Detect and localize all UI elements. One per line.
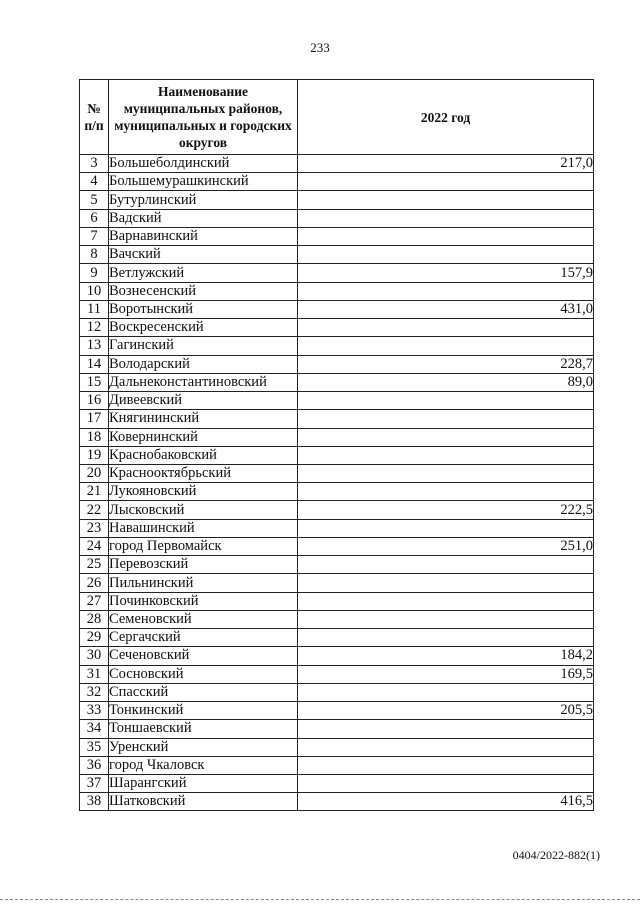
municipality-name: Семеновский [109, 610, 298, 628]
municipality-name: Вознесенский [109, 282, 298, 300]
municipality-name: Большемурашкинский [109, 173, 298, 191]
year-2022-value: 157,9 [298, 264, 594, 282]
row-number: 17 [80, 410, 109, 428]
year-2022-value [298, 610, 594, 628]
row-number: 37 [80, 774, 109, 792]
table-row [80, 319, 594, 337]
year-2022-value: 228,7 [298, 355, 594, 373]
row-number: 31 [80, 665, 109, 683]
row-number: 35 [80, 738, 109, 756]
table-row [80, 720, 594, 738]
table-row [80, 738, 594, 756]
municipality-name: Шарангский [109, 774, 298, 792]
year-2022-value [298, 337, 594, 355]
page-number: 233 [310, 40, 330, 55]
municipality-name: Пильнинский [109, 574, 298, 592]
year-2022-value [298, 464, 594, 482]
year-2022-value [298, 428, 594, 446]
table-header-row [80, 80, 594, 155]
row-number: 14 [80, 355, 109, 373]
municipality-name: Сеченовский [109, 647, 298, 665]
row-number: 21 [80, 483, 109, 501]
row-number: 8 [80, 246, 109, 264]
header-name: Наименование муниципальных районов, муниципальных и городских округов [109, 80, 298, 155]
municipality-name: Воскресенский [109, 319, 298, 337]
year-2022-value: 205,5 [298, 702, 594, 720]
municipality-name: Шатковский [109, 793, 298, 811]
year-2022-value [298, 592, 594, 610]
year-2022-value [298, 191, 594, 209]
row-number: 10 [80, 282, 109, 300]
table-row [80, 410, 594, 428]
document-code: 0404/2022-882(1) [512, 848, 600, 862]
year-2022-value [298, 410, 594, 428]
municipality-name: Бутурлинский [109, 191, 298, 209]
row-number: 30 [80, 647, 109, 665]
year-2022-value: 251,0 [298, 537, 594, 555]
municipality-name: Лукояновский [109, 483, 298, 501]
municipality-name: Вадский [109, 209, 298, 227]
year-2022-value: 416,5 [298, 793, 594, 811]
year-2022-value [298, 720, 594, 738]
table-row [80, 373, 594, 391]
municipality-name: Варнавинский [109, 227, 298, 245]
table-row [80, 665, 594, 683]
page-bottom-edge [0, 899, 640, 900]
municipality-name: Гагинский [109, 337, 298, 355]
row-number: 16 [80, 392, 109, 410]
row-number: 19 [80, 446, 109, 464]
row-number: 36 [80, 756, 109, 774]
municipality-name: Краснооктябрьский [109, 464, 298, 482]
year-2022-value [298, 756, 594, 774]
table-row [80, 774, 594, 792]
row-number: 18 [80, 428, 109, 446]
table-row [80, 556, 594, 574]
municipality-name: Спасский [109, 683, 298, 701]
municipality-name: Ветлужский [109, 264, 298, 282]
year-2022-value: 184,2 [298, 647, 594, 665]
municipality-name: город Чкаловск [109, 756, 298, 774]
year-2022-value: 222,5 [298, 501, 594, 519]
table-row [80, 282, 594, 300]
municipal-table [79, 79, 594, 811]
year-2022-value [298, 574, 594, 592]
row-number: 34 [80, 720, 109, 738]
municipality-name: Княгининский [109, 410, 298, 428]
table-row [80, 647, 594, 665]
municipality-name: Большеболдинский [109, 155, 298, 173]
municipality-name: Навашинский [109, 519, 298, 537]
year-2022-value [298, 227, 594, 245]
year-2022-value [298, 774, 594, 792]
municipality-name: Перевозский [109, 556, 298, 574]
row-number: 33 [80, 702, 109, 720]
row-number: 6 [80, 209, 109, 227]
year-2022-value [298, 319, 594, 337]
table-row [80, 501, 594, 519]
table-row [80, 428, 594, 446]
table-row [80, 702, 594, 720]
row-number: 3 [80, 155, 109, 173]
table-row [80, 483, 594, 501]
year-2022-value: 431,0 [298, 300, 594, 318]
table-row [80, 155, 594, 173]
row-number: 22 [80, 501, 109, 519]
row-number: 27 [80, 592, 109, 610]
table-row [80, 464, 594, 482]
year-2022-value: 217,0 [298, 155, 594, 173]
table-row [80, 629, 594, 647]
municipality-name: Сосновский [109, 665, 298, 683]
year-2022-value [298, 392, 594, 410]
row-number: 25 [80, 556, 109, 574]
year-2022-value [298, 446, 594, 464]
row-number: 15 [80, 373, 109, 391]
row-number: 23 [80, 519, 109, 537]
municipality-name: Володарский [109, 355, 298, 373]
year-2022-value [298, 209, 594, 227]
table-row [80, 446, 594, 464]
municipality-name: Починковский [109, 592, 298, 610]
municipality-name: Ковернинский [109, 428, 298, 446]
table-row [80, 683, 594, 701]
table-row [80, 537, 594, 555]
row-number: 11 [80, 300, 109, 318]
year-2022-value: 89,0 [298, 373, 594, 391]
table-row [80, 264, 594, 282]
table-row [80, 173, 594, 191]
row-number: 7 [80, 227, 109, 245]
row-number: 13 [80, 337, 109, 355]
table-row [80, 574, 594, 592]
table-row [80, 227, 594, 245]
row-number: 29 [80, 629, 109, 647]
row-number: 4 [80, 173, 109, 191]
table-row [80, 519, 594, 537]
municipality-name: Тоншаевский [109, 720, 298, 738]
year-2022-value [298, 282, 594, 300]
table-row [80, 355, 594, 373]
header-year: 2022 год [298, 80, 594, 155]
municipality-name: Уренский [109, 738, 298, 756]
year-2022-value [298, 519, 594, 537]
table-row [80, 756, 594, 774]
header-num: № п/п [80, 80, 109, 155]
row-number: 5 [80, 191, 109, 209]
row-number: 32 [80, 683, 109, 701]
year-2022-value [298, 629, 594, 647]
municipality-name: Воротынский [109, 300, 298, 318]
row-number: 12 [80, 319, 109, 337]
table-row [80, 793, 594, 811]
municipality-name: Тонкинский [109, 702, 298, 720]
year-2022-value [298, 173, 594, 191]
table-row [80, 392, 594, 410]
year-2022-value: 169,5 [298, 665, 594, 683]
municipality-name: Краснобаковский [109, 446, 298, 464]
row-number: 28 [80, 610, 109, 628]
table-row [80, 209, 594, 227]
row-number: 26 [80, 574, 109, 592]
table-row [80, 592, 594, 610]
municipality-name: Лысковский [109, 501, 298, 519]
year-2022-value [298, 246, 594, 264]
municipality-name: город Первомайск [109, 537, 298, 555]
table-row [80, 246, 594, 264]
year-2022-value [298, 683, 594, 701]
row-number: 20 [80, 464, 109, 482]
municipality-name: Дальнеконстантиновский [109, 373, 298, 391]
municipality-name: Сергачский [109, 629, 298, 647]
row-number: 38 [80, 793, 109, 811]
municipality-name: Вачский [109, 246, 298, 264]
row-number: 24 [80, 537, 109, 555]
municipality-name: Дивеевский [109, 392, 298, 410]
year-2022-value [298, 738, 594, 756]
table-row [80, 337, 594, 355]
table-row [80, 191, 594, 209]
table-row [80, 300, 594, 318]
table-body [80, 155, 594, 811]
row-number: 9 [80, 264, 109, 282]
year-2022-value [298, 556, 594, 574]
table-row [80, 610, 594, 628]
year-2022-value [298, 483, 594, 501]
